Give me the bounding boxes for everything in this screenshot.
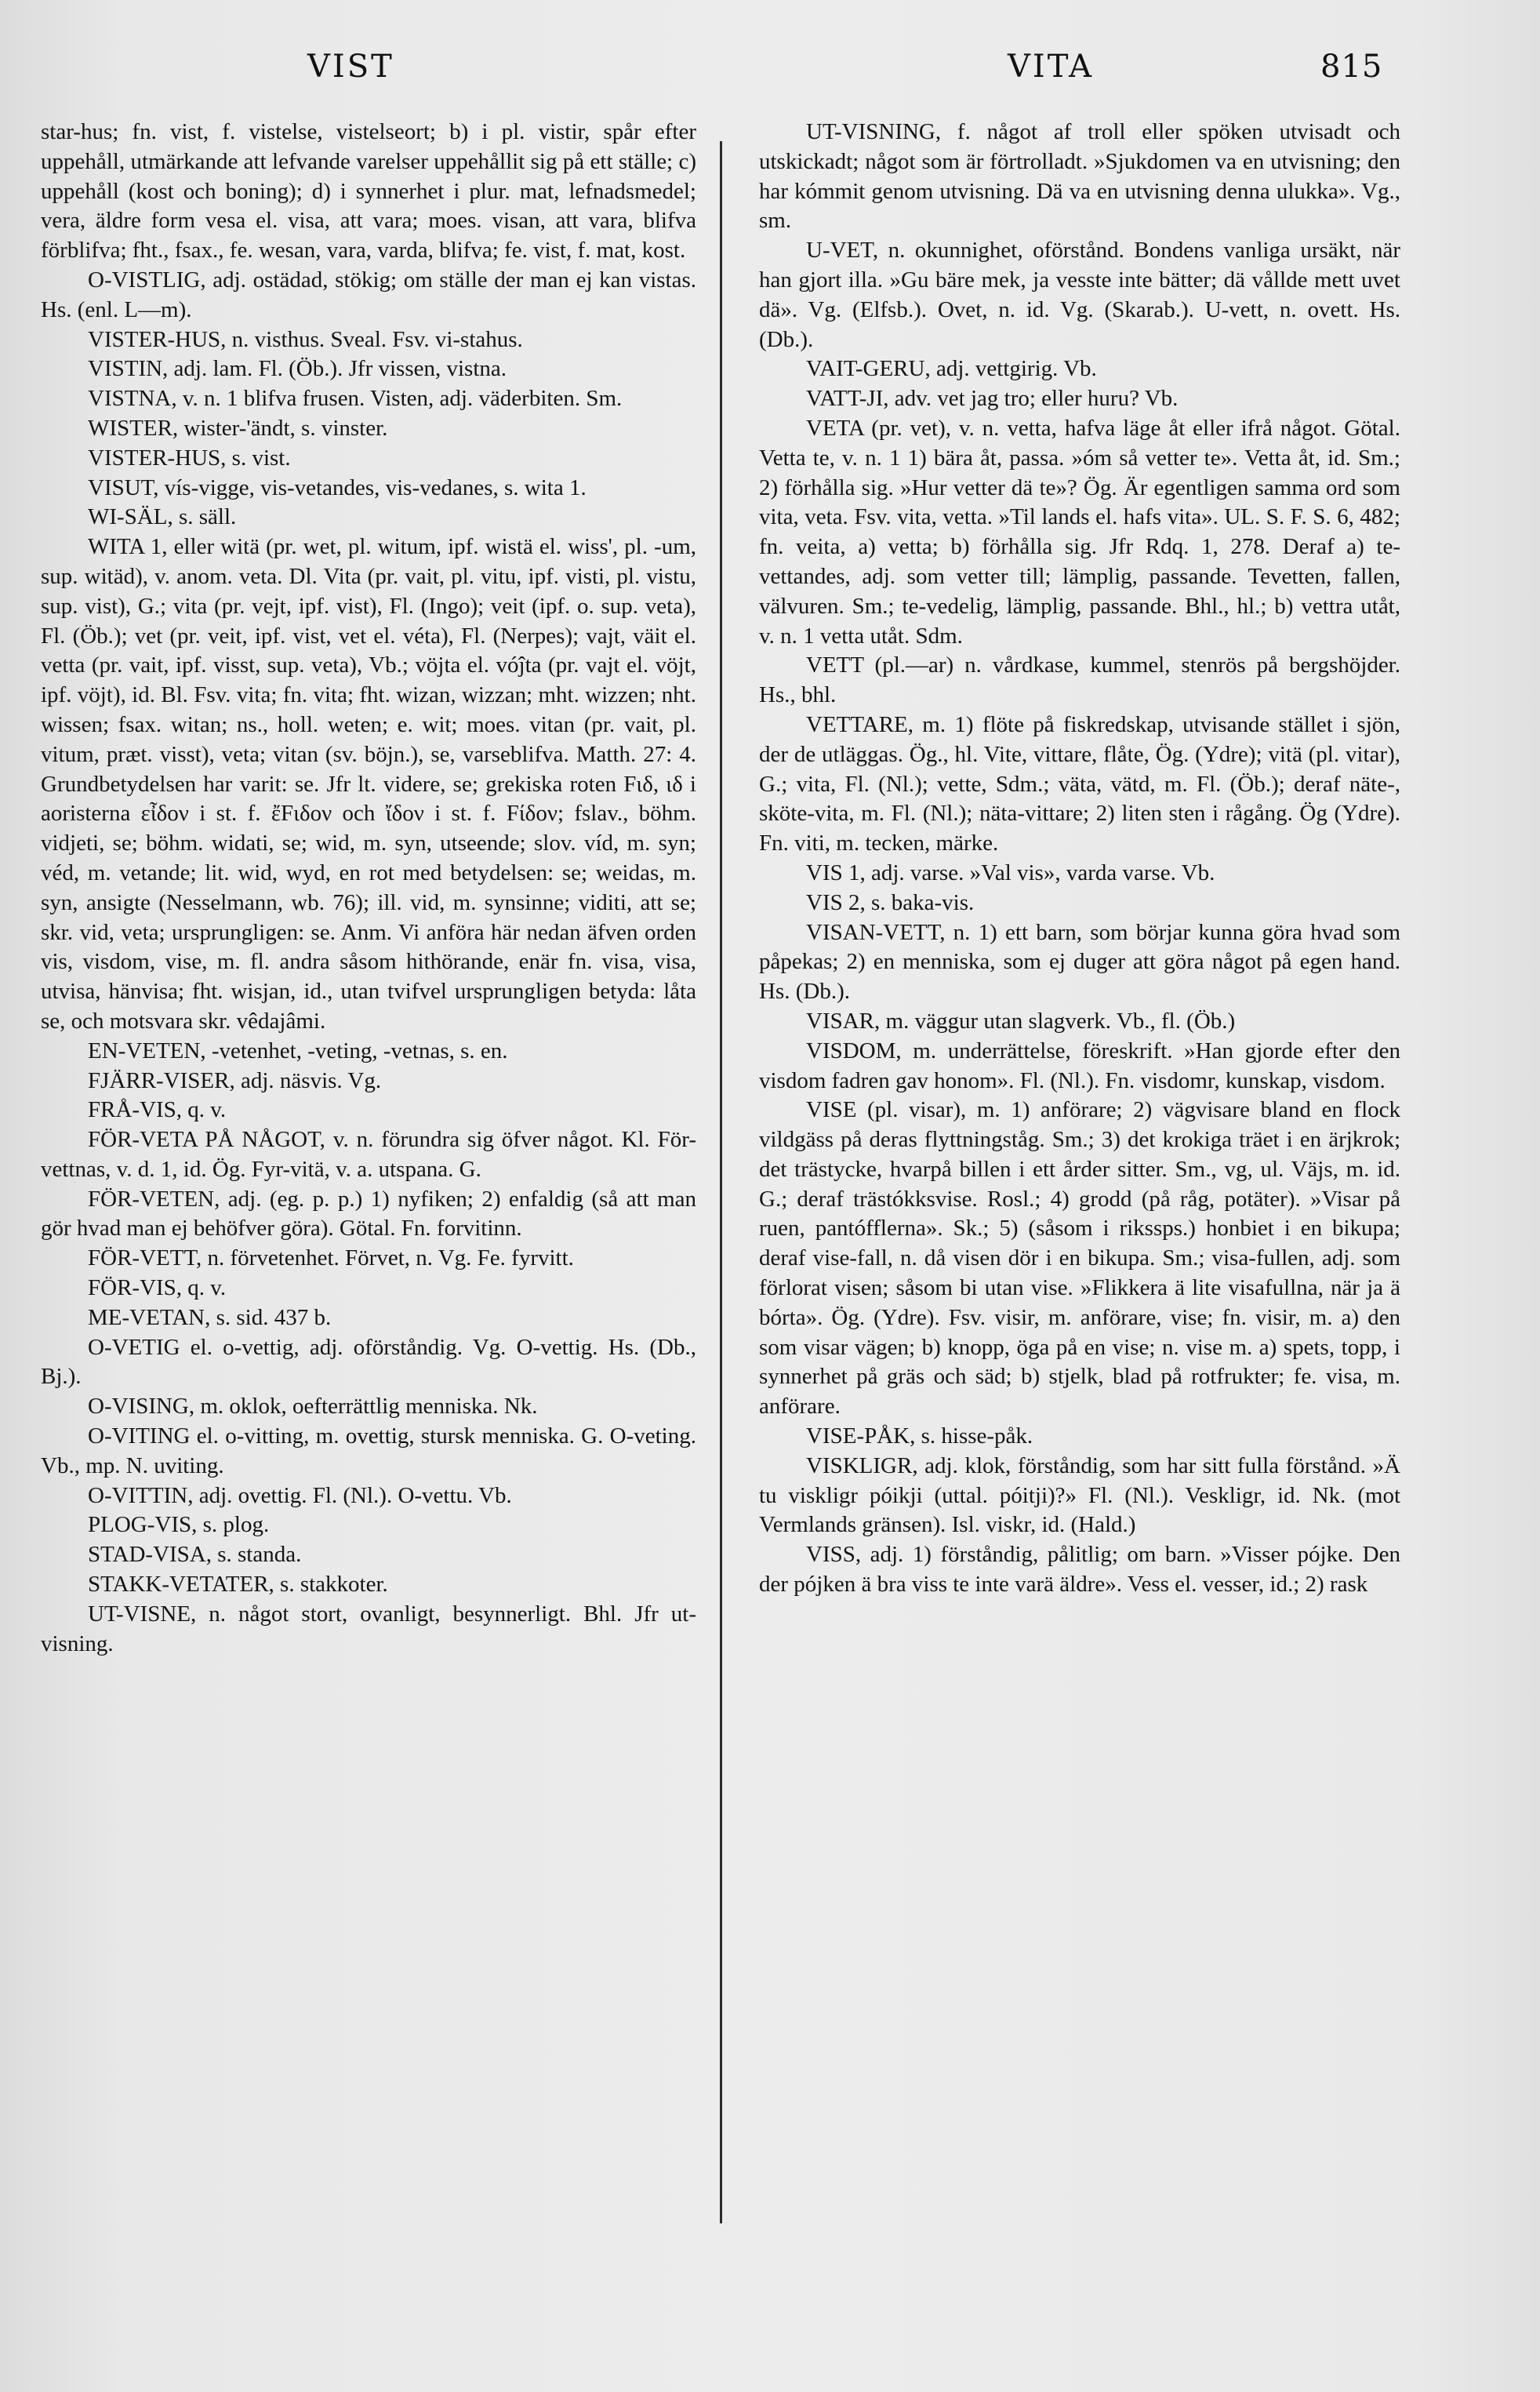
dictionary-entry: O-VISTLIG, adj. ostädad, stökig; om ställe der man ej kan vistas. Hs. (enl. L—m). xyxy=(41,267,696,322)
dictionary-entry: FÖR-VIS, q. v. xyxy=(88,1275,227,1301)
dictionary-entry: VISE (pl. visar), m. 1) anförare; 2) vägvisare bland en flock vildgäss på deras flyttningståg. Sm.; 3) det krokiga träet i en ärjkrok; det trästycke, hvarpå billen i ett årder sitter. Sm., vg, ul. Väjs, m. id. G.; deraf trästókksvise. Rosl.; 4) grodd (på råg, potäter). »Visar på ruen, pantófflerna». Sk.; 5) (såsom i rikssps.) honbiet i en bikupa; deraf vise-fall, n. då visen dör i en bikupa. Sm.; visa-fullen, adj. som förlorat visen; såsom bi utan vise. »Flikkera ä lite visafullna, när ja ä bórta». Ög. (Ydre). Fsv. visir, m. anförare, vise; fn. visir, m. a) den som visar vägen; b) knopp, öga på en vise; n. vise m. a) spets, topp, i synnerhet på gräs och säd; b) stjelk, blad på rotfrukter; fe. visa, m. anförare. xyxy=(759,1097,1400,1420)
left-running-head: VIST xyxy=(307,49,394,85)
dictionary-entry: FRÅ-VIS, q. v. xyxy=(88,1097,227,1123)
dictionary-entry: VISAR, m. väggur utan slagverk. Vb., fl. (Öb.) xyxy=(806,1008,1236,1034)
dictionary-entry: STAKK-VETATER, s. stakkoter. xyxy=(88,1572,388,1598)
dictionary-entry: O-VITING el. o-vitting, m. ovettig, stursk menniska. G. O-veting. Vb., mp. N. uviting. xyxy=(41,1423,696,1478)
dictionary-entry: WITA 1, eller witä (pr. wet, pl. witum, ipf. wistä el. wiss', pl. -um, sup. witäd), v. anom. veta. Dl. Vita (pr. vait, pl. vitu, ipf. visti, pl. vistu, sup. vist), G.; vita (pr. vejt, ipf. vist), Fl. (Ingo); veit (ipf. o. sup. veta), Fl. (Öb.); vet (pr. veit, ipf. vist, vet el. véta), Fl. (Nerpes); vajt, väit el. vetta (pr. vait, ipf. visst, sup. veta), Vb.; vöjta el. vóĵta (pr. vajt el. vöjt, ipf. vöjt), id. Bl. Fsv. vita; fn. vita; fht. wizan, wizzan; mht. wizzen; nht. wissen; fsax. witan; ns., holl. weten; e. wit; moes. vitan (pr. vait, pl. vitum, præt. visst), veta; vitan (sv. böjn.), se, varseblifva. Matth. 27: 4. Grundbetydelsen har varit: se. Jfr lt. videre, se; grekiska roten Fιδ, ιδ i aoristerna εἶδον i st. f. ἔFιδον och ἴδον i st. f. Fίδον; fslav., böhm. vidjeti, se; böhm. widati, se; wid, m. syn, utseende; slov. víd, m. syn; véd, m. vetande; lit. wid, wyd, en rot med betydelsen: se; weidas, m. syn, ansigte (Nesselmann, wb. 76); ill. vid, m. synsinne; viditi, att se; skr. vid, veta; ursprungligen: se. Anm. Vi anföra här nedan äfven orden vis, visdom, vise, m. fl. andra såsom hithörande, enär fn. visa, visa, utvisa, hänvisa; fht. wisjan, id., utan tvifvel ursprungligen betyda: låta se, och motsvara skr. vêdajâmi. xyxy=(41,534,696,1034)
dictionary-entry: FJÄRR-VISER, adj. näsvis. Vg. xyxy=(88,1067,382,1093)
dictionary-entry: O-VETIG el. o-vettig, adj. oförståndig. Vg. O-vettig. Hs. (Db., Bj.). xyxy=(41,1334,696,1390)
dictionary-entry: FÖR-VETT, n. förvetenhet. Förvet, n. Vg. Fe. fyrvitt. xyxy=(88,1245,574,1271)
dictionary-entry: VISTIN, adj. lam. Fl. (Öb.). Jfr vissen, vistna. xyxy=(88,356,507,382)
dictionary-entry: O-VITTIN, adj. ovettig. Fl. (Nl.). O-vettu. Vb. xyxy=(88,1482,512,1508)
dictionary-entry: WISTER, wister-'ändt, s. vinster. xyxy=(88,415,388,441)
dictionary-entry: PLOG-VIS, s. plog. xyxy=(88,1512,270,1538)
dictionary-entry: U-VET, n. okunnighet, oförstånd. Bondens vanliga ursäkt, när han gjort illa. »Gu bäre mek, ja vesste inte bätter; dä vållde mett uvet dä». Vg. (Elfsb.). Ovet, n. id. Vg. (Skarab.). U-vett, n. ovett. Hs. (Db.). xyxy=(759,238,1400,352)
dictionary-entry: VIS 1, adj. varse. »Val vis», varda varse. Vb. xyxy=(806,860,1215,885)
dictionary-entry: VISDOM, m. underrättelse, föreskrift. »Han gjorde efter den visdom fadren gav honom». Fl. (Nl.). Fn. visdomr, kunskap, visdom. xyxy=(759,1038,1400,1093)
dictionary-entry: VETA (pr. vet), v. n. vetta, hafva läge åt eller ifrå något. Götal. Vetta te, v. n. 1 1) bära åt, passa. »óm så vetter te». Vetta åt, id. Sm.; 2) förhålla sig. »Hur vetter dä te»? Ög. Är egentligen samma ord som vita, veta. Fsv. vita, vetta. »Til lands el. hafs vita». UL. S. F. S. 6, 482; fn. veita, a) vetta; b) förhålla sig. Jfr Rdq. 1, 278. Deraf a) te-vettandes, adj. som vetter till; lämplig, passande. Tevetten, fallen, välvuren. Sm.; te-vedelig, lämplig, passande. Bhl., hl.; b) vettra utåt, v. n. 1 vetta utåt. Sdm. xyxy=(759,415,1400,649)
dictionary-entry: VETTARE, m. 1) flöte på fiskredskap, utvisande stället i sjön, der de utläggas. Ög., hl. Vite, vittare, flåte, Ög. (Ydre); vitä (pl. vitar), G.; vita, Fl. (Nl.); vette, Sdm.; väta, vätd, m. Fl. (Öb.); deraf näte-, sköte-vita, m. Fl. (Nl.); näta-vittare; 2) liten sten i rågång. Ög (Ydre). Fn. viti, m. tecken, märke. xyxy=(759,711,1400,856)
dictionary-entry: VISTER-HUS, s. vist. xyxy=(88,445,291,471)
dictionary-entry: VAIT-GERU, adj. vettgirig. Vb. xyxy=(806,356,1097,382)
dictionary-entry: VIS 2, s. baka-vis. xyxy=(806,889,975,915)
column-divider xyxy=(720,141,722,2223)
dictionary-entry: VISTNA, v. n. 1 blifva frusen. Visten, adj. väderbiten. Sm. xyxy=(88,386,623,412)
left-column xyxy=(41,118,696,1659)
dictionary-entry: FÖR-VETA PÅ NÅGOT, v. n. förundra sig öfver något. Kl. För-vettnas, v. d. 1, id. Ög. Fyr-vitä, v. a. utspana. G. xyxy=(41,1127,696,1182)
dictionary-entry: ME-VETAN, s. sid. 437 b. xyxy=(88,1304,332,1330)
dictionary-entry: UT-VISNING, f. något af troll eller spöken utvisadt och utskickadt; något som är förtrolladt. »Sjukdomen va en utvisning; den har kómmit genom utvisning. Dä va en utvisning denna ulukka». Vg., sm. xyxy=(759,119,1400,234)
dictionary-entry: VISTER-HUS, n. visthus. Sveal. Fsv. vi-stahus. xyxy=(88,326,523,352)
dictionary-entry: VETT (pl.—ar) n. vårdkase, kummel, stenrös på bergshöjder. Hs., bhl. xyxy=(759,653,1400,708)
right-column xyxy=(759,118,1400,1600)
dictionary-entry: VISS, adj. 1) förståndig, pålitlig; om barn. »Visser pójke. Den der pójken ä bra viss te inte varä äldre». Vess el. vesser, id.; 2) rask xyxy=(759,1542,1400,1598)
dictionary-entry: VISKLIGR, adj. klok, förståndig, som har sitt fulla förstånd. »Ä tu viskligr póikji (uttal. póitji)?» Fl. (Nl.). Veskligr, id. Nk. (mot Vermlands gränsen). Isl. viskr, id. (Hald.) xyxy=(759,1452,1400,1538)
dictionary-entry: star-hus; fn. vist, f. vistelse, vistelseort; b) i pl. vistir, spår efter uppehåll, utmärkande att lefvande varelser uppehållit sig på ett ställe; c) uppehåll (kost och boning); d) i synnerhet i plur. mat, lefnadsmedel; vera, äldre form vesa el. visa, att vara; moes. visan, att vara, blifva förblifva; fht., fsax., fe. wesan, vara, varda, blifva; fe. vist, f. mat, kost. xyxy=(41,119,696,264)
dictionary-entry: VISE-PÅK, s. hisse-påk. xyxy=(806,1423,1033,1449)
dictionary-entry: O-VISING, m. oklok, oefterrättlig menniska. Nk. xyxy=(88,1394,538,1420)
running-head xyxy=(0,49,1540,96)
dictionary-entry: VISAN-VETT, n. 1) ett barn, som börjar kunna göra hvad som påpekas; 2) en menniska, som ej duger att göra något på egen hand. Hs. (Db.). xyxy=(759,919,1400,1005)
dictionary-entry: VISUT, vís-vigge, vis-vetandes, vis-vedanes, s. wita 1. xyxy=(88,474,587,500)
right-running-head: VITA xyxy=(1008,49,1095,85)
page-number: 815 xyxy=(1320,49,1383,85)
dictionary-entry: STAD-VISA, s. standa. xyxy=(88,1542,302,1568)
dictionary-entry: VATT-JI, adv. vet jag tro; eller huru? Vb. xyxy=(806,386,1179,412)
dictionary-entry: UT-VISNE, n. något stort, ovanligt, besynnerligt. Bhl. Jfr ut-visning. xyxy=(41,1601,696,1656)
dictionary-entry: FÖR-VETEN, adj. (eg. p. p.) 1) nyfiken; 2) enfaldig (så att man gör hvad man ej behöfver göra). Götal. Fn. forvitinn. xyxy=(41,1186,696,1241)
dictionary-entry: EN-VETEN, -vetenhet, -veting, -vetnas, s. en. xyxy=(88,1038,508,1063)
dictionary-entry: WI-SÄL, s. säll. xyxy=(88,504,237,530)
